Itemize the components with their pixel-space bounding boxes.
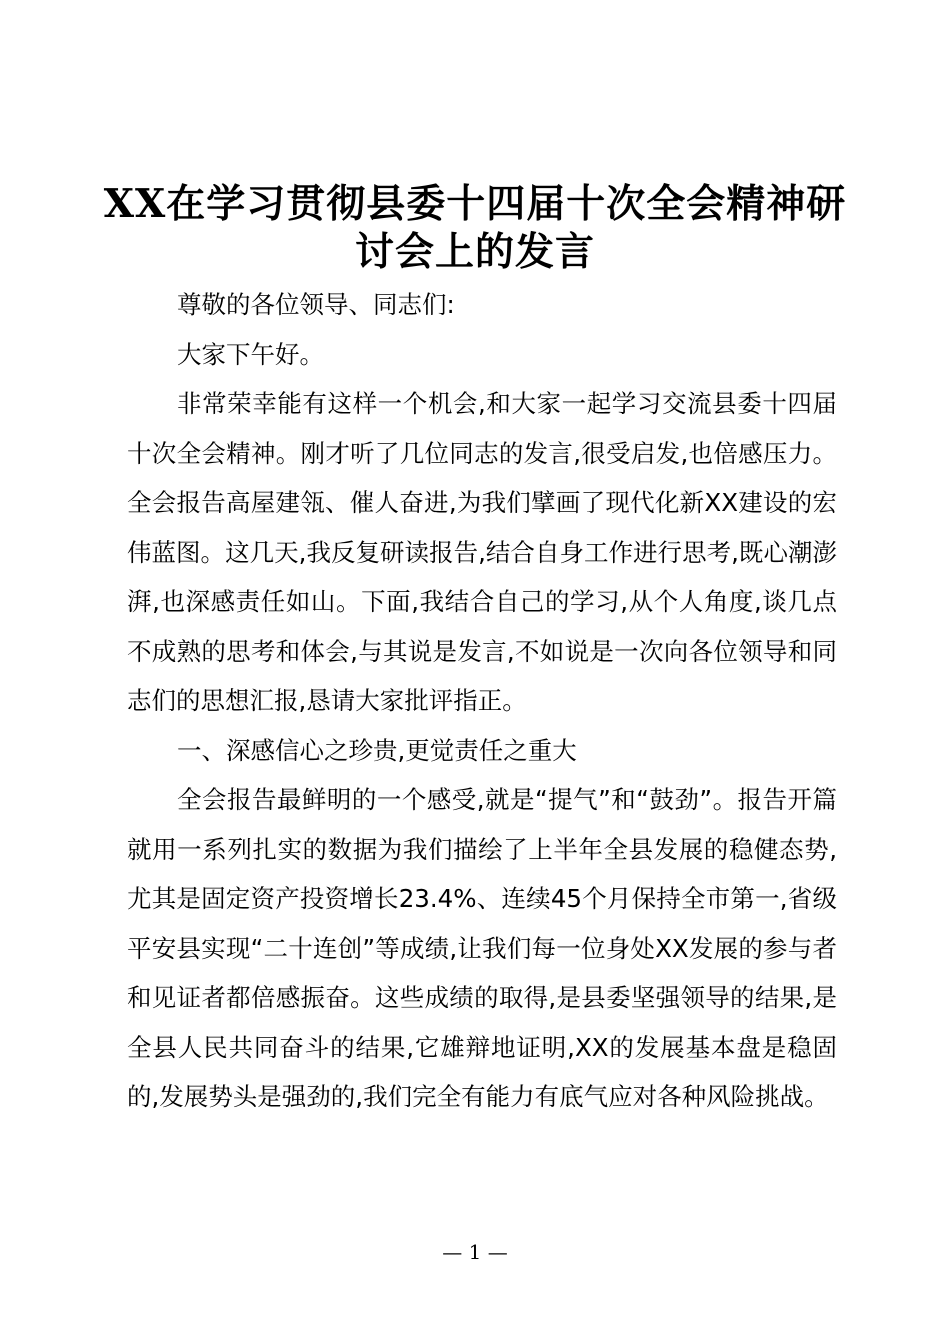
- document-title: XX在学习贯彻县委十四届十次全会精神研讨会上的发言: [103, 181, 847, 275]
- section-heading-1: 一、深感信心之珍贵,更觉责任之重大: [177, 735, 577, 765]
- page-number: — 1 —: [442, 1240, 508, 1264]
- document-body: [127, 280, 837, 1122]
- section-1-paragraph: 全会报告最鲜明的一个感受,就是“提气”和“鼓劲”。报告开篇就用一系列扎实的数据为我们描绘了上半年全县发展的稳健态势,尤其是固定资产投资增长23.4%、连续45个月保持全市第一,省级平安县实现“二十连创”等成绩,让我们每一位身处XX发展的参与者和见证者都倍感振奋。这些成绩的取得,是县委坚强领导的结果,是全县人民共同奋斗的结果,它雄辩地证明,XX的发展基本盘是稳固的,发展势头是强劲的,我们完全有能力有底气应对各种风险挑战。: [127, 785, 837, 1111]
- greeting-paragraph: 大家下午好。: [177, 339, 324, 369]
- salutation-paragraph: 尊敬的各位领导、同志们:: [177, 290, 455, 319]
- intro-paragraph: 非常荣幸能有这样一个机会,和大家一起学习交流县委十四届十次全会精神。刚才听了几位同志的发言,很受启发,也倍感压力。全会报告高屋建瓴、催人奋进,为我们擘画了现代化新XX建设的宏伟蓝图。这几天,我反复研读报告,结合自身工作进行思考,既心潮澎湃,也深感责任如山。下面,我结合自己的学习,从个人角度,谈几点不成熟的思考和体会,与其说是发言,不如说是一次向各位领导和同志们的思想汇报,恳请大家批评指正。: [127, 389, 837, 715]
